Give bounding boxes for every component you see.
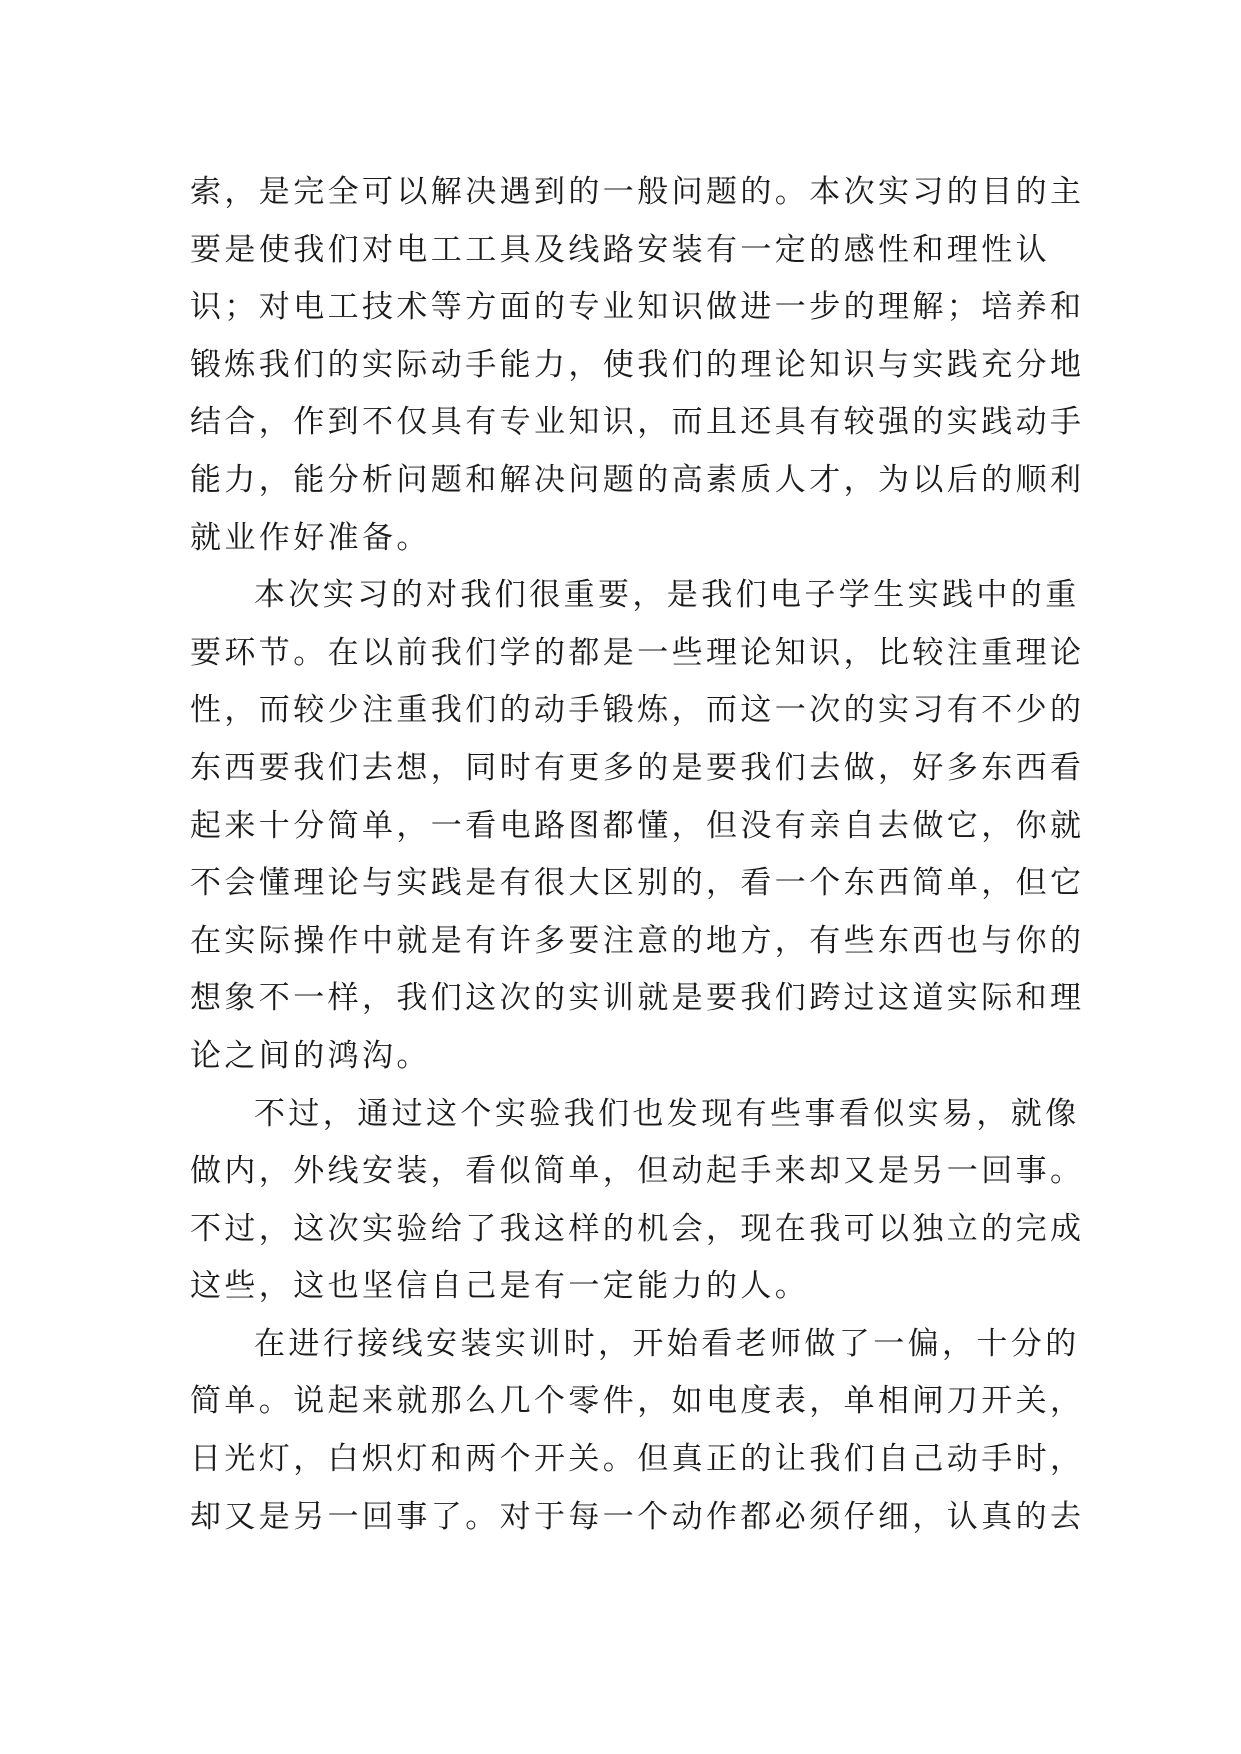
text-line: 却又是另一回事了。对于每一个动作都必须仔细，认真的去 [190, 1498, 1085, 1535]
text-line: 在实际操作中就是有许多要注意的地方，有些东西也与你的 [190, 922, 1085, 959]
text-line: 能力，能分析问题和解决问题的高素质人才，为以后的顺利 [190, 461, 1085, 498]
body-text [190, 164, 1085, 1546]
text-line: 论之间的鸿沟。 [190, 1037, 431, 1074]
text-line: 日光灯，白炽灯和两个开关。但真正的让我们自己动手时， [190, 1441, 1085, 1478]
text-line: 要环节。在以前我们学的都是一些理论知识，比较注重理论 [190, 634, 1085, 671]
paragraph-first-line: 不过，通过这个实验我们也发现有些事看似实易，就像 [254, 1095, 1080, 1132]
text-line: 简单。说起来就那么几个零件，如电度表，单相闸刀开关， [190, 1383, 1085, 1420]
paragraph-first-line: 在进行接线安装实训时，开始看老师做了一偏，十分的 [254, 1325, 1080, 1362]
text-line: 做内，外线安装，看似简单，但动起手来却又是另一回事。 [190, 1153, 1085, 1190]
text-line: 性，而较少注重我们的动手锻炼，而这一次的实习有不少的 [190, 692, 1085, 729]
text-line: 结合，作到不仅具有专业知识，而且还具有较强的实践动手 [190, 404, 1085, 441]
text-line: 索，是完全可以解决遇到的一般问题的。本次实习的目的主 [190, 174, 1085, 210]
text-line: 不会懂理论与实践是有很大区别的，看一个东西简单，但它 [190, 865, 1085, 902]
text-line: 就业作好准备。 [190, 519, 431, 556]
text-line: 东西要我们去想，同时有更多的是要我们去做，好多东西看 [190, 749, 1085, 786]
text-line: 这些，这也坚信自己是有一定能力的人。 [190, 1268, 810, 1305]
text-line: 想象不一样，我们这次的实训就是要我们跨过这道实际和理 [190, 980, 1085, 1017]
paragraph-first-line: 本次实习的对我们很重要，是我们电子学生实践中的重 [254, 577, 1080, 614]
text-line: 识；对电工技术等方面的专业知识做进一步的理解；培养和 [190, 289, 1085, 326]
text-line: 起来十分简单，一看电路图都懂，但没有亲自去做它，你就 [190, 807, 1085, 844]
text-line: 锻炼我们的实际动手能力，使我们的理论知识与实践充分地 [190, 346, 1085, 383]
text-line: 要是使我们对电工工具及线路安装有一定的感性和理性认 [190, 231, 1050, 268]
text-line: 不过，这次实验给了我这样的机会，现在我可以独立的完成 [190, 1210, 1085, 1247]
